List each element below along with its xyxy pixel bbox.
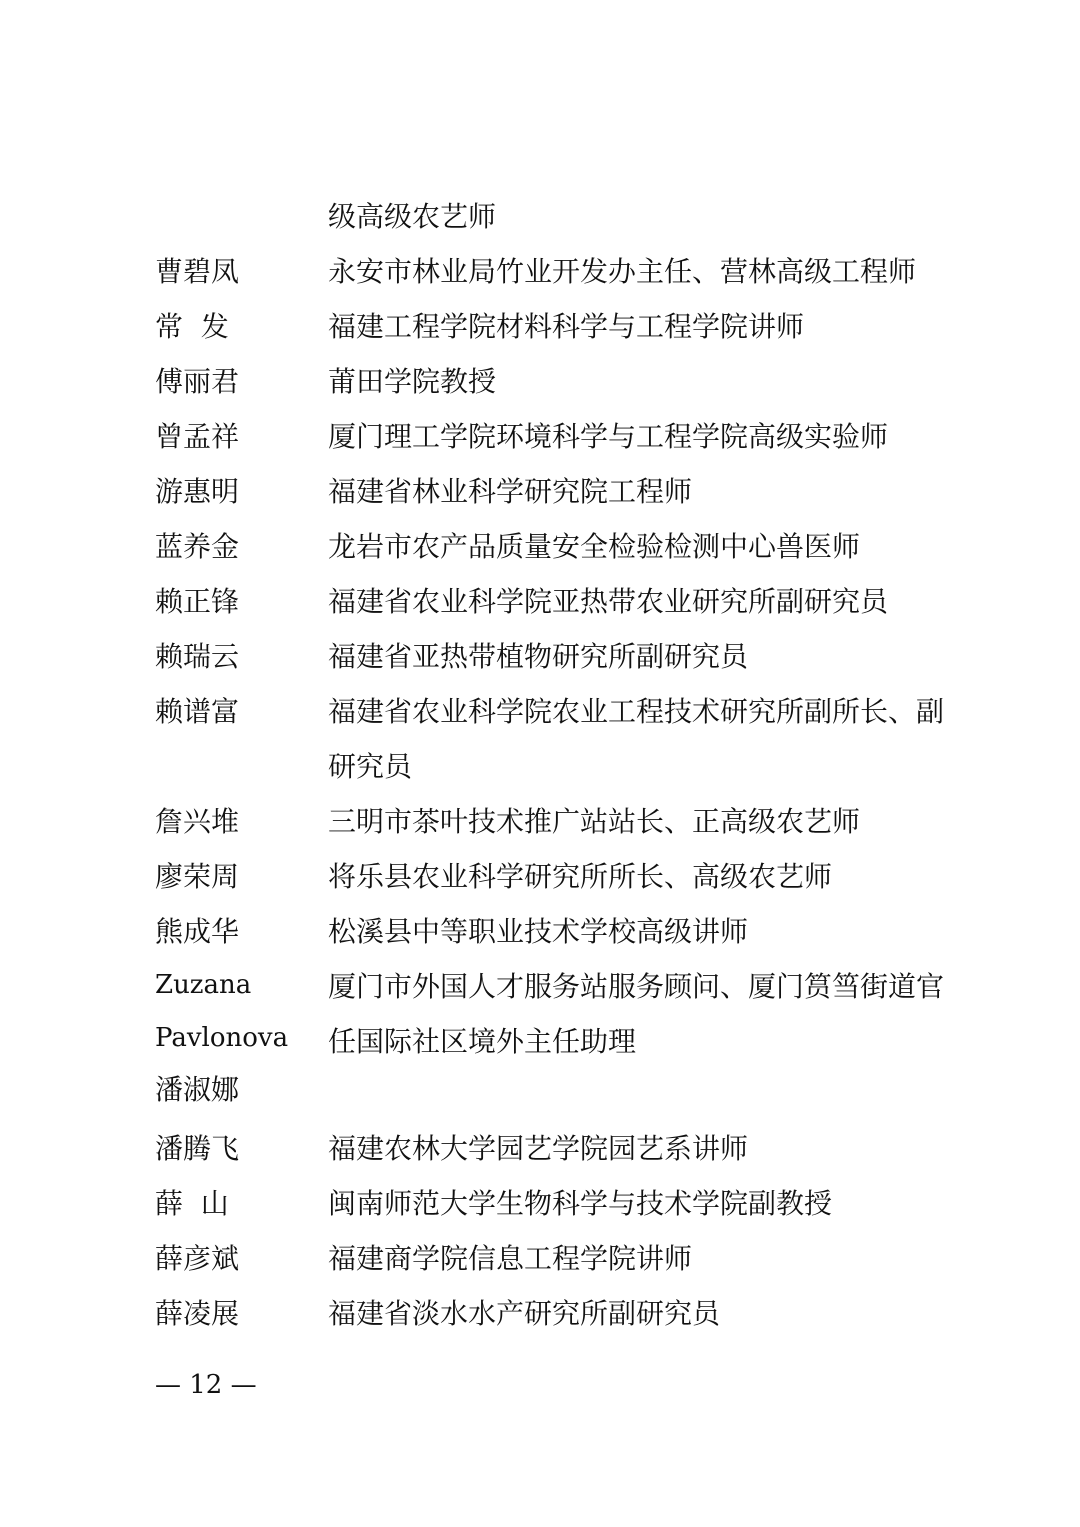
person-name: 常 发	[155, 310, 229, 343]
description-line: 松溪县中等职业技术学校高级讲师	[328, 915, 749, 948]
entry-description	[328, 409, 1008, 464]
description-line: 研究员	[328, 750, 413, 783]
person-name-line: Zuzana	[155, 970, 252, 1000]
list-item	[0, 244, 1080, 299]
list-item	[0, 1286, 1080, 1341]
description-line: 厦门市外国人才服务站服务顾问、厦门筼筜街道官	[328, 970, 945, 1003]
person-name: 薛彦斌	[155, 1242, 240, 1275]
person-name: 廖荣周	[155, 860, 240, 893]
list-item	[0, 299, 1080, 354]
list-item	[0, 684, 1080, 794]
list-item	[0, 959, 1080, 1121]
person-name: 薛凌展	[155, 1297, 240, 1330]
list-item	[0, 849, 1080, 904]
description-line: 福建商学院信息工程学院讲师	[328, 1242, 693, 1275]
description-line: 莆田学院教授	[328, 365, 497, 398]
person-name: 傅丽君	[155, 365, 240, 398]
entry-description	[328, 189, 1008, 244]
person-name: 潘腾飞	[155, 1132, 240, 1165]
list-item	[0, 409, 1080, 464]
description-line: 福建省淡水水产研究所副研究员	[328, 1297, 721, 1330]
description-line: 福建省亚热带植物研究所副研究员	[328, 640, 749, 673]
entry-description	[328, 299, 1008, 354]
entry-description	[328, 629, 1008, 684]
entry-description	[328, 1231, 1008, 1286]
person-name-line: Pavlonova	[155, 1022, 289, 1053]
entry-description	[328, 1286, 1008, 1341]
description-line: 任国际社区境外主任助理	[328, 1025, 637, 1058]
person-name: 詹兴堆	[155, 805, 240, 838]
list-item	[0, 574, 1080, 629]
person-name: 游惠明	[155, 475, 240, 508]
entry-description	[328, 244, 1008, 299]
list-item	[0, 904, 1080, 959]
description-line: 龙岩市农产品质量安全检验检测中心兽医师	[328, 530, 861, 563]
person-name: 蓝养金	[155, 530, 240, 563]
personnel-list	[0, 189, 1080, 1341]
entry-description	[328, 519, 1008, 574]
list-item	[0, 1121, 1080, 1176]
description-line: 福建省农业科学院农业工程技术研究所副所长、副	[328, 695, 945, 728]
list-item	[0, 519, 1080, 574]
person-name: 薛 山	[155, 1187, 229, 1220]
description-line: 厦门理工学院环境科学与工程学院高级实验师	[328, 420, 889, 453]
entry-description	[328, 959, 1008, 1121]
description-line: 永安市林业局竹业开发办主任、营林高级工程师	[328, 255, 917, 288]
person-name: 赖谱富	[155, 695, 240, 728]
list-item	[0, 1176, 1080, 1231]
list-item	[0, 354, 1080, 409]
description-line: 福建省林业科学研究院工程师	[328, 475, 693, 508]
list-item	[0, 1231, 1080, 1286]
person-name: 曾孟祥	[155, 420, 240, 453]
page-number: — 12 —	[155, 1370, 257, 1400]
description-line: 闽南师范大学生物科学与技术学院副教授	[328, 1187, 833, 1220]
list-item	[0, 189, 1080, 244]
entry-description	[328, 464, 1008, 519]
entry-description	[328, 849, 1008, 904]
list-item	[0, 629, 1080, 684]
person-name: 曹碧凤	[155, 255, 240, 288]
description-line: 福建农林大学园艺学院园艺系讲师	[328, 1132, 749, 1165]
description-line: 三明市茶叶技术推广站站长、正高级农艺师	[328, 805, 861, 838]
list-item	[0, 464, 1080, 519]
person-name: 赖正锋	[155, 585, 240, 618]
description-line: 福建省农业科学院亚热带农业研究所副研究员	[328, 585, 889, 618]
description-line: 福建工程学院材料科学与工程学院讲师	[328, 310, 805, 343]
person-name: 赖瑞云	[155, 640, 240, 673]
entry-description	[328, 574, 1008, 629]
person-name	[155, 959, 315, 1117]
description-line: 级高级农艺师	[328, 200, 497, 233]
person-name: 熊成华	[155, 915, 240, 948]
entry-description	[328, 684, 1008, 794]
person-name-line: 潘淑娜	[155, 1073, 240, 1106]
list-item	[0, 794, 1080, 849]
entry-description	[328, 1121, 1008, 1176]
entry-description	[328, 354, 1008, 409]
description-line: 将乐县农业科学研究所所长、高级农艺师	[328, 860, 833, 893]
entry-description	[328, 1176, 1008, 1231]
entry-description	[328, 904, 1008, 959]
entry-description	[328, 794, 1008, 849]
